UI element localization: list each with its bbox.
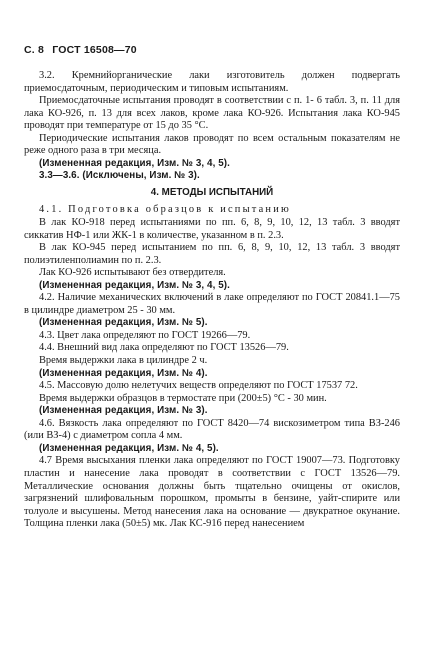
paragraph-4-5: 4.5. Массовую долю нелетучих веществ определяют по ГОСТ 17537 72. <box>39 380 358 392</box>
paragraph-4-1-ko918: В лак КО-918 перед испытаниями по пп. 6, 8, 9, 10, 12, 13 табл. 3 вводят сиккатив НФ-1 или ЖК-1 в количестве, указанном в п. 2.3. <box>24 217 400 241</box>
paragraph-4-2: 4.2. Наличие механических включений в лаке определяют по ГОСТ 20841.1—75 в цилиндре диаметром 25 - 30 мм. <box>24 292 400 316</box>
paragraph-4-4: 4.4. Внешний вид лака определяют по ГОСТ 13526—79. <box>39 342 289 354</box>
revision-note: (Измененная редакция, Изм. № 3, 4, 5). <box>39 157 230 169</box>
paragraph-3-3-3-6: 3.3—3.6. (Исключены, Изм. № 3). <box>39 170 200 182</box>
paragraph-4-1-title: 4.1. Подготовка образцов к испытанию <box>39 204 291 216</box>
section-heading: 4. МЕТОДЫ ИСПЫТАНИЙ <box>150 186 274 198</box>
page-number: С. 8 <box>24 44 45 56</box>
paragraph-3-2: 3.2. Кремнийорганические лаки изготовитель должен подвергать приемосдаточным, периодическим и типовым испытаниям. <box>24 70 400 94</box>
paragraph-4-1-ko926: Лак КО-926 испытывают без отвердителя. <box>39 267 226 279</box>
paragraph-4-5-time: Время выдержки образцов в термостате при (200±5) °С - 30 мин. <box>39 392 327 404</box>
paragraph-4-3: 4.3. Цвет лака определяют по ГОСТ 19266—79. <box>39 329 251 341</box>
paragraph-4-6: 4.6. Вязкость лака определяют по ГОСТ 8420—74 вискозиметром типа ВЗ-246 (или ВЗ-4) с диаметром сопла 4 мм. <box>24 417 400 442</box>
revision-note: (Измененная редакция, Изм. № 4). <box>39 367 208 379</box>
revision-note: (Измененная редакция, Изм. № 4, 5). <box>39 442 219 454</box>
revision-note: (Измененная редакция, Изм. № 5). <box>39 317 208 329</box>
paragraph-4-4-time: Время выдержки лака в цилиндре 2 ч. <box>39 355 208 367</box>
paragraph-3-2-acceptance: Приемосдаточные испытания проводят в соответствии с п. 1- 6 табл. 3, п. 11 для лака КО-926, п. 13 для всех лаков, кроме лака КО-926. Испытания лака КО-945 проводят при температуре от 15 до 35 °С. <box>24 95 400 132</box>
standard-number: ГОСТ 16508—70 <box>52 44 137 56</box>
page-body <box>24 70 400 531</box>
page-header <box>24 44 142 56</box>
paragraph-4-1-ko945: В лак КО-945 перед испытанием по пп. 6, 8, 9, 10, 12, 13 табл. 3 вводят полиэтиленполиамин по п. 2.3. <box>24 242 400 266</box>
revision-note: (Измененная редакция, Изм. № 3). <box>39 405 208 417</box>
revision-note: (Измененная редакция, Изм. № 3, 4, 5). <box>39 279 230 291</box>
paragraph-4-7: 4.7 Время высыхания пленки лака определяют по ГОСТ 19007—73. Подготовку пластин и нанесение лака проводят в соответствии с ГОСТ 13526—79. Металлические основания должны быть тщательно очищены от окислов, загрязнений шлифовальным порошком, промыты в бензине, уайт-спирите или толуоле и высушены. Метод нанесения лака на основание — двукратное окунание. Толщина пленки лака (50±5) мк. Лак КС-916 перед нанесением <box>24 455 400 530</box>
paragraph-3-2-periodic: Периодические испытания лаков проводят по всем остальным показателям не реже одного раза в три месяца. <box>24 132 400 157</box>
